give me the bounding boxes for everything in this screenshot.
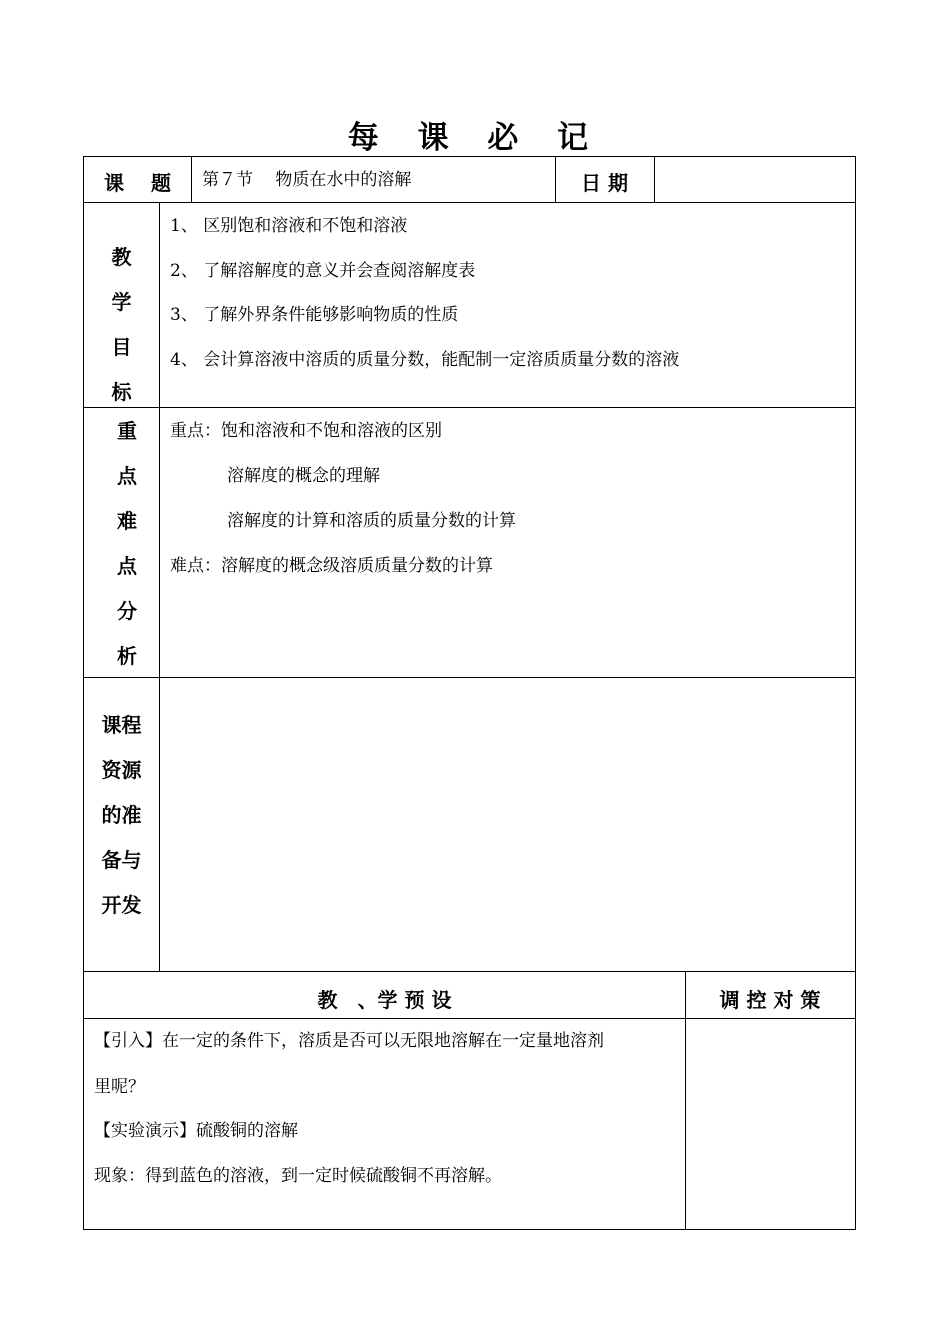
objective-item: 1、 区别饱和溶液和不饱和溶液: [170, 216, 408, 236]
resources-label: [84, 703, 159, 928]
objective-item: 4、 会计算溶液中溶质的质量分数，能配制一定溶质质量分数的溶液: [170, 350, 680, 370]
objectives-label-char: 教: [111, 245, 132, 269]
resources-label-line: 课程: [101, 713, 142, 737]
date-label: 日 期: [581, 171, 628, 195]
lesson-table: [83, 156, 856, 1230]
strategy-header: 调 控 对 策: [719, 988, 821, 1012]
key-points-label: [84, 409, 170, 679]
topic-label: 课 题: [104, 171, 171, 195]
objectives-label-char: 标: [111, 380, 132, 404]
page-title: 每 课 必 记: [347, 120, 603, 156]
objectives-label: [84, 235, 159, 415]
key-points-label-char: 分: [117, 599, 137, 623]
row-divider: [84, 971, 855, 972]
design-line: 【引入】在一定的条件下，溶质是否可以无限地溶解在一定量地溶剂: [94, 1031, 604, 1051]
row-divider: [84, 1018, 855, 1019]
row-divider: [84, 202, 855, 203]
resources-label-line: 开发: [101, 893, 142, 917]
key-points-label-char: 点: [117, 464, 137, 488]
key-points-label-char: 析: [117, 644, 137, 668]
design-line: 【实验演示】硫酸铜的溶解: [94, 1121, 298, 1141]
objective-item: 2、 了解溶解度的意义并会查阅溶解度表: [170, 261, 476, 281]
col-divider: [191, 157, 192, 202]
key-points-label-char: 重: [117, 419, 137, 443]
topic-value: 第７节 物质在水中的溶解: [202, 170, 412, 190]
objectives-label-char: 目: [111, 335, 132, 359]
resources-label-line: 的准: [101, 803, 142, 827]
resources-label-line: 资源: [101, 758, 142, 782]
design-line: 现象：得到蓝色的溶液，到一定时候硫酸铜不再溶解。: [94, 1166, 502, 1186]
row-divider: [84, 407, 855, 408]
objectives-label-char: 学: [111, 290, 132, 314]
key-points-label-char: 难: [117, 509, 137, 533]
row-divider: [84, 677, 855, 678]
design-line: 里呢？: [94, 1077, 145, 1097]
key-point-line: 重点：饱和溶液和不饱和溶液的区别: [170, 421, 442, 441]
key-point-line: 溶解度的计算和溶质的质量分数的计算: [227, 511, 516, 531]
resources-label-line: 备与: [101, 848, 142, 872]
key-point-line: 溶解度的概念的理解: [227, 466, 380, 486]
key-points-label-char: 点: [117, 554, 137, 578]
key-point-line: 难点：溶解度的概念级溶质质量分数的计算: [170, 556, 493, 576]
objective-item: 3、 了解外界条件能够影响物质的性质: [170, 305, 459, 325]
design-header: 教 、学 预 设: [317, 988, 452, 1012]
col-divider: [654, 157, 655, 202]
